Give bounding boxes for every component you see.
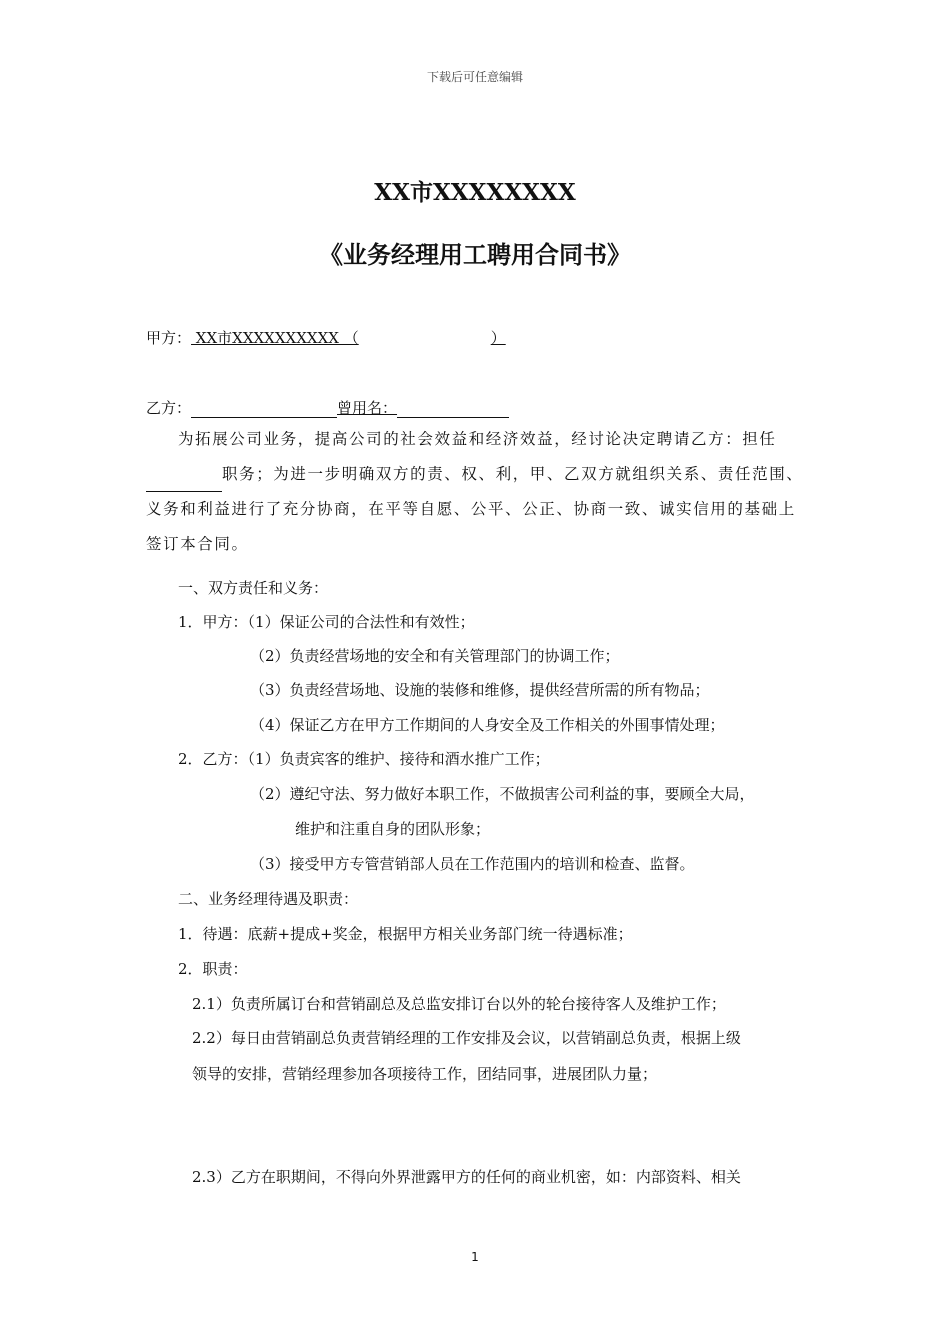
contract-title: 《业务经理用工聘用合同书》 bbox=[319, 240, 631, 269]
duty-2-2-cont: 领导的安排，营销经理参加各项接待工作，团结同事，进展团队力量； bbox=[192, 1065, 658, 1083]
party-b-name-blank[interactable] bbox=[191, 401, 337, 418]
former-name-blank[interactable] bbox=[397, 401, 509, 418]
duty-2-1: 2.1）负责所属订台和营销副总及总监安排订台以外的轮台接待客人及维护工作； bbox=[192, 995, 726, 1013]
clause-a-1: 1．甲方：（1）保证公司的合法性和有效性； bbox=[178, 613, 475, 631]
header-note: 下载后可任意编辑 bbox=[426, 70, 523, 84]
duties-heading: 2．职责： bbox=[178, 960, 248, 978]
page-number: 1 bbox=[471, 1250, 479, 1264]
clause-a-4: （4）保证乙方在甲方工作期间的人身安全及工作相关的外围事情处理； bbox=[250, 716, 725, 734]
party-a-line bbox=[146, 327, 506, 348]
party-b-label: 乙方： bbox=[146, 399, 192, 417]
clause-b-2-cont: 维护和注重自身的团队形象； bbox=[295, 820, 491, 838]
party-b-line bbox=[146, 397, 509, 418]
section-2-heading: 二、业务经理待遇及职责： bbox=[178, 890, 359, 908]
company-title: XX市XXXXXXXX bbox=[374, 179, 576, 206]
clause-b-2: （2）遵纪守法、努力做好本职工作，不做损害公司利益的事，要顾全大局， bbox=[250, 785, 755, 803]
position-blank[interactable] bbox=[146, 475, 222, 492]
party-a-label: 甲方： bbox=[146, 329, 192, 347]
former-name-label: 曾用名： bbox=[337, 399, 398, 417]
clause-b-1: 2．乙方：（1）负责宾客的维护、接待和酒水推广工作； bbox=[178, 750, 550, 768]
party-a-value: XX市XXXXXXXXXX （ ） bbox=[191, 329, 506, 347]
clause-a-3: （3）负责经营场地、设施的装修和维修，提供经营所需的所有物品； bbox=[250, 681, 710, 699]
clause-a-2: （2）负责经营场地的安全和有关管理部门的协调工作； bbox=[250, 647, 620, 665]
duty-2-2: 2.2）每日由营销副总负责营销经理的工作安排及会议，以营销副总负责，根据上级 bbox=[192, 1029, 741, 1047]
clause-b-3: （3）接受甲方专管营销部人员在工作范围内的培训和检查、监督。 bbox=[250, 855, 695, 873]
intro-paragraph: 为拓展公司业务，提高公司的社会效益和经济效益，经讨论决定聘请乙方：担任职务；为进一步明确双方的责、权、利，甲、乙双方就组织关系、责任范围、义务和利益进行了充分协商，在平等自愿、公平、公正、协商一致、诚实信用的基础上签订本合同。 bbox=[146, 430, 804, 553]
section-1-heading: 一、双方责任和义务： bbox=[178, 579, 329, 597]
duty-2-3: 2.3）乙方在职期间，不得向外界泄露甲方的任何的商业机密，如：内部资料、相关 bbox=[192, 1168, 741, 1186]
treatment-clause: 1．待遇：底薪+提成+奖金，根据甲方相关业务部门统一待遇标准； bbox=[178, 925, 633, 943]
